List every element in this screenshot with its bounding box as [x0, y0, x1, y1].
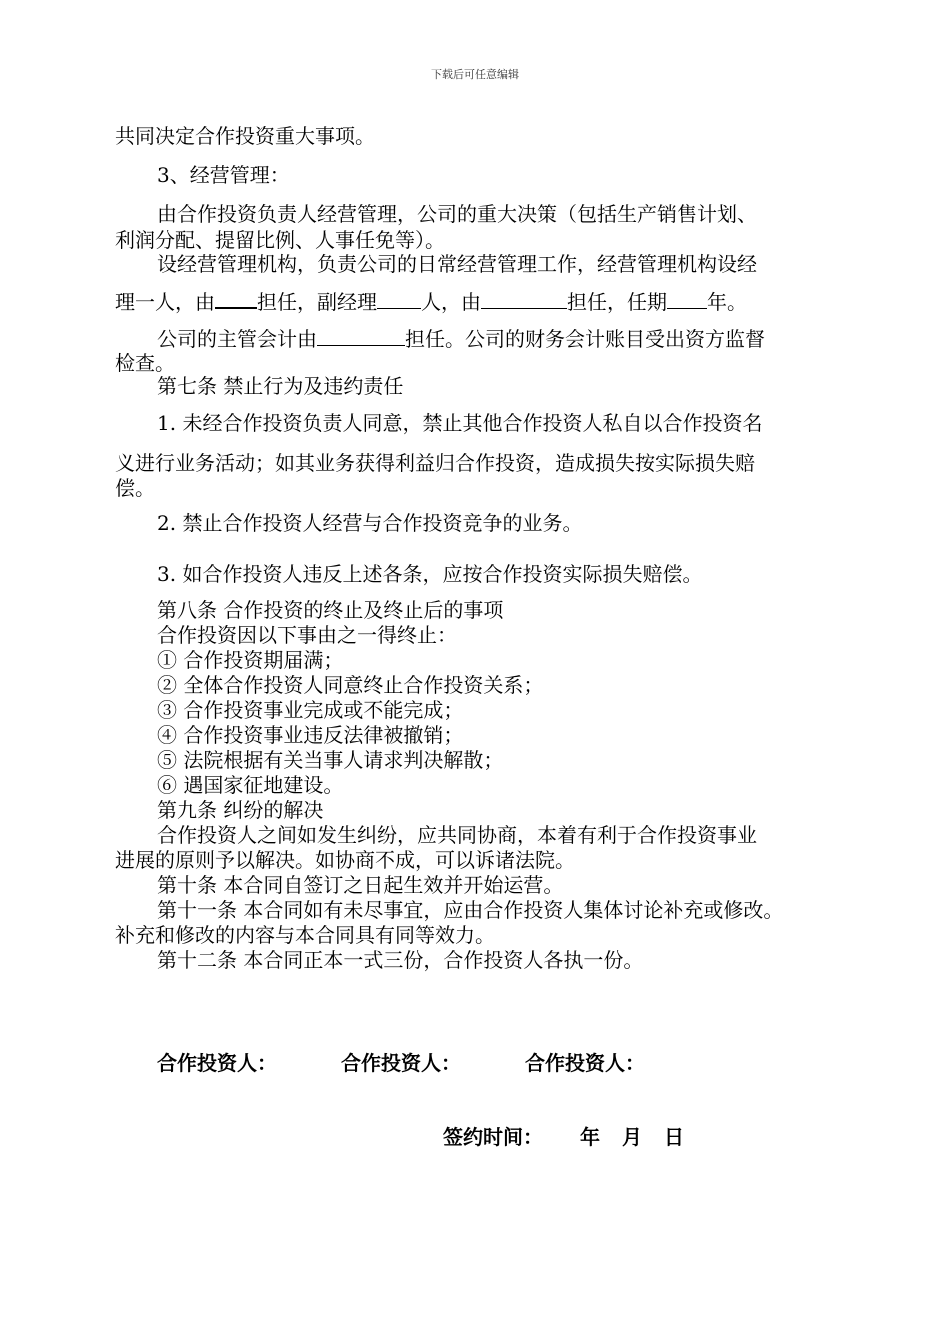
list-item: ⑤ 法院根据有关当事人请求判决解散；: [157, 748, 504, 772]
list-item: ⑥ 遇国家征地建设。: [157, 773, 344, 797]
text-line: 合作投资因以下事由之一得终止：: [157, 623, 457, 647]
date-day-label: 日: [664, 1125, 684, 1149]
text-segment: 担任，任期: [567, 290, 667, 314]
text-line: 共同决定合作投资重大事项。: [115, 124, 375, 148]
signature-party-2: 合作投资人：: [341, 1051, 461, 1075]
date-month-label: 月: [622, 1125, 642, 1149]
blank-field: [667, 288, 707, 309]
text-line: 由合作投资负责人经营管理，公司的重大决策（包括生产销售计划、: [157, 202, 757, 226]
text-segment: 理一人，由: [115, 290, 215, 314]
article-heading: 第九条 纠纷的解决: [157, 798, 324, 822]
text-line-with-blanks: [115, 287, 747, 315]
article-heading: 第十一条 本合同如有未尽事宜，应由合作投资人集体讨论补充或修改。: [157, 898, 784, 922]
list-item: ① 合作投资期届满；: [157, 648, 344, 672]
blank-field: [317, 325, 405, 346]
text-segment: 担任，副经理: [257, 290, 377, 314]
text-line: 2. 禁止合作投资人经营与合作投资竞争的业务。: [157, 511, 583, 535]
text-line: 1. 未经合作投资负责人同意，禁止其他合作投资人私自以合作投资名: [157, 411, 763, 435]
text-line: 义进行业务活动；如其业务获得利益归合作投资，造成损失按实际损失赔: [115, 451, 755, 475]
text-line: 进展的原则予以解决。如协商不成，可以诉诸法院。: [115, 848, 575, 872]
signing-date-label: 签约时间：: [443, 1125, 543, 1149]
text-segment: 公司的主管会计由: [157, 327, 317, 351]
article-heading: 第七条 禁止行为及违约责任: [157, 374, 404, 398]
date-year-label: 年: [580, 1125, 600, 1149]
blank-field: [377, 288, 421, 309]
section-heading: 3、经营管理：: [157, 163, 290, 187]
text-line-with-blanks: [157, 325, 765, 352]
text-segment: 担任。公司的财务会计账目受出资方监督: [405, 327, 765, 351]
text-line: 偿。: [115, 476, 155, 500]
text-line: 设经营管理机构，负责公司的日常经营管理工作，经营管理机构设经: [157, 252, 757, 276]
blank-field: [215, 287, 257, 309]
article-heading: 第十条 本合同自签订之日起生效并开始运营。: [157, 873, 564, 897]
list-item: ② 全体合作投资人同意终止合作投资关系；: [157, 673, 544, 697]
text-segment: 年。: [707, 290, 747, 314]
text-line: 利润分配、提留比例、人事任免等）。: [115, 228, 445, 252]
text-line: 检查。: [115, 351, 175, 375]
text-segment: 人，由: [421, 290, 481, 314]
blank-field: [481, 288, 567, 309]
list-item: ③ 合作投资事业完成或不能完成；: [157, 698, 464, 722]
page-header: 下载后可任意编辑: [431, 68, 519, 81]
article-heading: 第八条 合作投资的终止及终止后的事项: [157, 598, 504, 622]
list-item: ④ 合作投资事业违反法律被撤销；: [157, 723, 464, 747]
article-heading: 第十二条 本合同正本一式三份，合作投资人各执一份。: [157, 948, 644, 972]
signature-party-1: 合作投资人：: [157, 1051, 277, 1075]
text-line: 补充和修改的内容与本合同具有同等效力。: [115, 923, 495, 947]
signature-party-3: 合作投资人：: [525, 1051, 645, 1075]
text-line: 合作投资人之间如发生纠纷，应共同协商，本着有利于合作投资事业: [157, 823, 757, 847]
text-line: 3. 如合作投资人违反上述各条，应按合作投资实际损失赔偿。: [157, 562, 703, 586]
